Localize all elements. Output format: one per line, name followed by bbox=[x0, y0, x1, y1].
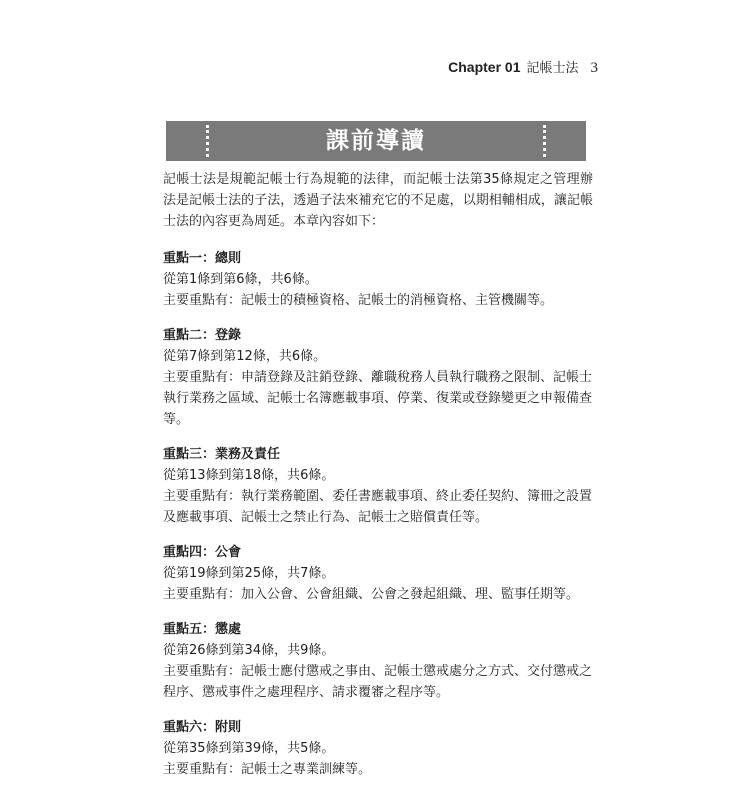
section-banner bbox=[166, 121, 586, 161]
section-heading: 重點二：登錄 bbox=[163, 328, 242, 343]
section-points: 主要重點有：記帳士應付懲戒之事由、記帳士懲戒處分之方式、交付懲戒之程序、懲戒事件之處理程序、請求覆審之程序等。 bbox=[163, 664, 593, 700]
chapter-title: 記帳士法 bbox=[526, 61, 579, 76]
page-number: 3 bbox=[590, 60, 598, 76]
intro-paragraph: 記帳士法是規範記帳士行為規範的法律，而記帳士法第35條規定之管理辦法是記帳士法的子法，透過子法來補充它的不足處，以期相輔相成，讓記帳士法的內容更為周延。本章內容如下： bbox=[163, 172, 593, 229]
section-heading: 重點五：懲處 bbox=[163, 622, 242, 637]
section-points: 主要重點有：記帳士的積極資格、記帳士的消極資格、主管機關等。 bbox=[163, 293, 554, 308]
section-points: 主要重點有：申請登錄及註銷登錄、離職稅務人員執行職務之限制、記帳士執行業務之區域、記帳士名簿應載事項、停業、復業或登錄變更之申報備查等。 bbox=[163, 370, 593, 427]
chapter-label: Chapter 01 bbox=[448, 59, 521, 75]
section-range: 從第1條到第6條，共6條。 bbox=[163, 272, 318, 287]
section-4 bbox=[163, 542, 593, 605]
section-3 bbox=[163, 444, 593, 528]
section-range: 從第26條到第34條，共9條。 bbox=[163, 643, 335, 658]
banner-dotted-line-right bbox=[543, 125, 546, 157]
running-header bbox=[448, 57, 598, 79]
section-points: 主要重點有：執行業務範圍、委任書應載事項、終止委任契約、簿冊之設置及應載事項、記帳士之禁止行為、記帳士之賠償責任等。 bbox=[163, 489, 593, 525]
section-range: 從第7條到第12條，共6條。 bbox=[163, 349, 327, 364]
section-range: 從第19條到第25條，共7條。 bbox=[163, 566, 335, 581]
section-points: 主要重點有：加入公會、公會組織、公會之發起組織、理、監事任期等。 bbox=[163, 587, 580, 602]
section-2 bbox=[163, 325, 593, 430]
section-range: 從第13條到第18條，共6條。 bbox=[163, 468, 335, 483]
section-heading: 重點三：業務及責任 bbox=[163, 447, 281, 462]
banner-title: 課前導讀 bbox=[326, 128, 426, 154]
section-heading: 重點四：公會 bbox=[163, 545, 242, 560]
section-6 bbox=[163, 717, 593, 780]
section-points: 主要重點有：記帳士之專業訓練等。 bbox=[163, 762, 372, 777]
section-5 bbox=[163, 619, 593, 703]
section-1 bbox=[163, 248, 593, 311]
section-heading: 重點一：總則 bbox=[163, 251, 242, 266]
page-content bbox=[163, 169, 593, 794]
section-heading: 重點六：附則 bbox=[163, 720, 242, 735]
section-range: 從第35條到第39條，共5條。 bbox=[163, 741, 335, 756]
